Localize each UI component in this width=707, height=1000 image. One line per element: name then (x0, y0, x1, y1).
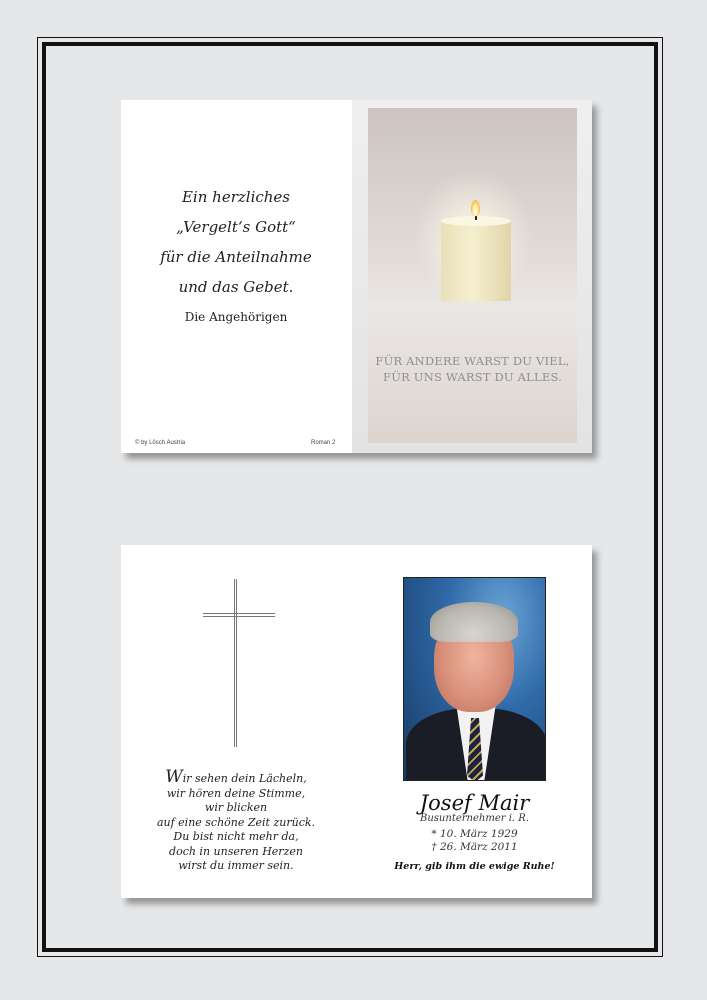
blessing-text: Herr, gib ihm die ewige Ruhe! (394, 861, 555, 872)
deceased-occupation: Busunternehmer i. R. (420, 813, 529, 824)
life-dates (381, 828, 568, 854)
thanks-line: „Vergelt‘s Gott“ (176, 218, 296, 236)
poem-line: Du bist nicht mehr da, (173, 830, 299, 843)
cross-icon (234, 579, 237, 747)
portrait-photo (403, 577, 546, 781)
poem-line: doch in unseren Herzen (169, 844, 303, 858)
cross-bar (203, 613, 275, 617)
portrait-hair (430, 602, 518, 642)
thanks-line: Ein herzliches (181, 188, 291, 206)
poem-line: wir blicken (204, 801, 268, 814)
flame-icon (471, 200, 480, 216)
poem-line: auf eine schöne Zeit zurück. (156, 815, 316, 829)
candle-panel (352, 100, 592, 453)
poem-line (151, 767, 321, 787)
deceased-name: Josef Mair (419, 791, 530, 815)
model-note: Roman 2 (311, 440, 336, 446)
poem-initial: W (165, 767, 183, 787)
thanks-line: für die Anteilnahme (160, 248, 312, 266)
quote-line: FÜR ANDERE WARST DU VIEL, (375, 354, 570, 368)
candle-photo (368, 108, 577, 443)
poem-line: wir hören deine Stimme, (166, 786, 306, 800)
memorial-card (121, 545, 592, 898)
poem-first-rest: ir sehen dein Lächeln, (182, 772, 307, 785)
thank-you-text (121, 182, 351, 302)
thank-you-card (121, 100, 592, 453)
death-date: † 26. März 2011 (431, 841, 518, 853)
poem-line: wirst du immer sein. (178, 859, 294, 872)
quote-line: FÜR UNS WARST DU ALLES. (383, 370, 562, 384)
photo-quote (368, 353, 577, 385)
relatives-signature: Die Angehörigen (184, 310, 288, 324)
thanks-line: und das Gebet. (178, 278, 294, 296)
candle-icon (441, 221, 511, 301)
memorial-poem (151, 767, 321, 874)
birth-date: * 10. März 1929 (431, 828, 518, 840)
copyright-note: © by Lösch Austria (135, 440, 186, 446)
